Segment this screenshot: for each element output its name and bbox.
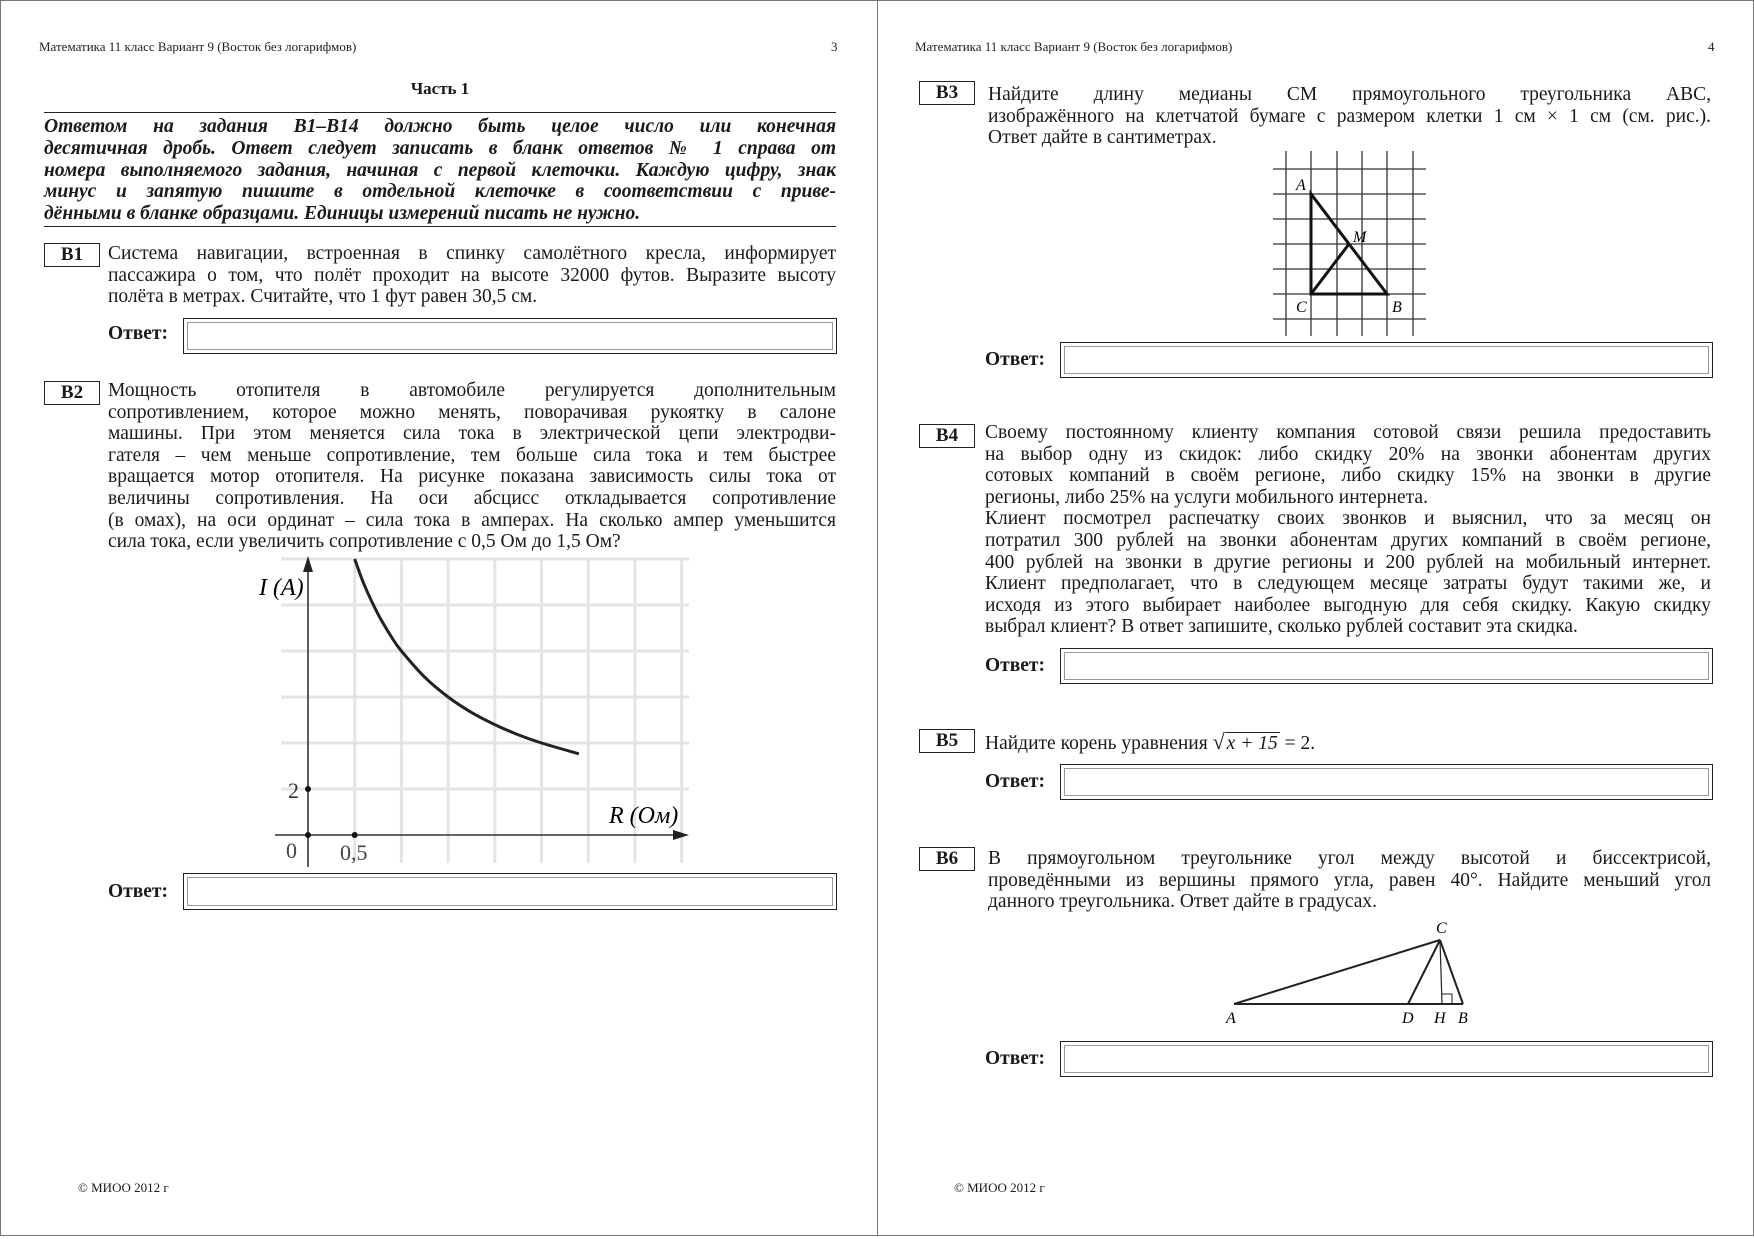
answer-label: Ответ: <box>108 323 169 344</box>
vertex-label-a: A <box>1296 177 1306 194</box>
answer-label: Ответ: <box>985 655 1046 676</box>
vertex-label-c: C <box>1296 299 1307 316</box>
text-line: Своему постоянному клиенту компания сотовой связи решила предоставить <box>985 422 1711 443</box>
x-tick-label-0-5: 0,5 <box>340 840 368 865</box>
text-line: Клиент предполагает, что в следующем месяце затраты будут такими же, и <box>985 573 1711 595</box>
text-line: величины сопротивления. На оси абсцисс откладывается сопротивление <box>108 487 836 509</box>
footer-copyright: © МИОО 2012 г <box>954 1180 1045 1195</box>
y-axis-label: I (A) <box>259 575 304 601</box>
page-number: 3 <box>831 39 838 54</box>
page-header: Математика 11 класс Вариант 9 (Восток без логарифмов) <box>39 39 357 54</box>
x-axis-label: R (Ом) <box>609 803 679 829</box>
footer-copyright: © МИОО 2012 г <box>78 1180 169 1195</box>
right-page <box>877 0 1754 1236</box>
text-line: выбрал клиент? В ответ запишите, сколько рублей составит эта скидка. <box>985 616 1578 638</box>
point-label-m: M <box>1353 229 1367 246</box>
current-resistance-chart <box>1 1 879 901</box>
text-line: (в омах), на оси ординат – сила тока в амперах. На сколько ампер уменьшится <box>108 509 836 531</box>
vertex-label-b: B <box>1392 299 1402 316</box>
text-line: сила тока, если увеличить сопротивление с 0,5 Ом до 1,5 Ом? <box>108 531 621 553</box>
point-label-h: H <box>1434 1010 1446 1027</box>
task-b4-text <box>985 422 1711 638</box>
x-tick-label-0: 0 <box>286 838 297 863</box>
text-line: потратил 300 рублей на звонки абонентам других компаний в своём регионе, <box>985 529 1711 551</box>
task-label-b5: B5 <box>919 729 975 753</box>
y-tick-label-2: 2 <box>288 778 299 803</box>
task-b6-text <box>988 848 1711 913</box>
task-label-b2: B2 <box>44 381 100 405</box>
task-b5-prompt: Найдите корень уравнения <box>985 733 1213 754</box>
triangle-grid-figure <box>1268 146 1438 346</box>
answer-label: Ответ: <box>985 349 1046 370</box>
text-line: вращается мотор отопителя. На рисунке показана зависимость силы тока от <box>108 466 836 488</box>
text-line: Система навигации, встроенная в спинку самолётного кресла, информирует <box>108 243 836 264</box>
task-b3-text <box>988 84 1711 149</box>
answer-field-b4[interactable] <box>1060 648 1713 684</box>
text-line: полёта в метрах. Считайте, что 1 фут равен 30,5 см. <box>108 286 538 308</box>
text-line: В прямоугольном треугольнике угол между высотой и биссектрисой, <box>988 848 1711 869</box>
text-line: данного треугольника. Ответ дайте в градусах. <box>988 891 1377 913</box>
x-tick-point <box>305 832 311 838</box>
text-line: Мощность отопителя в автомобиле регулируется дополнительным <box>108 380 836 401</box>
equation-rhs: = 2. <box>1279 733 1316 754</box>
point-label-d: D <box>1402 1010 1414 1027</box>
text-line: проведёнными из вершины прямого угла, равен 40°. Найдите меньший угол <box>988 869 1711 891</box>
sqrt-sign-icon: √ <box>1212 729 1225 754</box>
page-number: 4 <box>1708 39 1715 54</box>
text-line: Найдите длину медианы CM прямоугольного треугольника ABC, <box>988 84 1711 105</box>
right-triangle-figure <box>1218 916 1488 1031</box>
page-header: Математика 11 класс Вариант 9 (Восток без логарифмов) <box>915 39 1233 54</box>
text-line: сопротивлением, которое можно менять, поворачивая рукоятку в салоне <box>108 401 836 423</box>
text-line: изображённого на клетчатой бумаге с размером клетки 1 см × 1 см (см. рис.). <box>988 105 1711 127</box>
answer-field-b3[interactable] <box>1060 342 1713 378</box>
vertex-label-b: B <box>1458 1010 1468 1027</box>
text-line: Клиент посмотрел распечатку своих звонков и выяснил, что за месяц он <box>985 508 1711 530</box>
text-line: дёнными в бланке образцами. Единицы измерений писать не нужно. <box>44 203 641 225</box>
chart-series-line <box>355 559 579 754</box>
text-line: 400 рублей на звонки в другие регионы и 200 рублей на мобильный интернет. <box>985 551 1711 573</box>
task-label-b6: B6 <box>919 847 975 871</box>
text-line: сотовых компаний в своём регионе, либо скидку 15% на звонки в другие <box>985 465 1711 487</box>
text-line: машины. При этом меняется сила тока в электрической цепи электродви- <box>108 423 836 445</box>
vertex-label-a: A <box>1226 1010 1236 1027</box>
text-line: номера выполняемого задания, начиная с первой клеточки. Каждую цифру, знак <box>44 159 836 181</box>
answer-field-b2[interactable] <box>183 873 837 910</box>
text-line: исходя из этого выбирает наиболее выгодную для себя скидку. Какую скидку <box>985 594 1711 616</box>
text-line: Ответ дайте в сантиметрах. <box>988 127 1217 149</box>
task-b5-text <box>985 731 1315 755</box>
answer-label: Ответ: <box>985 1048 1046 1069</box>
task-label-b1: B1 <box>44 243 100 267</box>
text-line: гателя – чем меньше сопротивление, тем больше сила тока и тем быстрее <box>108 444 836 466</box>
text-line: на выбор одну из скидок: либо скидку 20% на звонки абонентам других <box>985 443 1711 465</box>
text-line: Ответом на задания B1–B14 должно быть целое число или конечная <box>44 116 836 137</box>
task-b4-paragraph-1 <box>985 422 1711 508</box>
left-page <box>0 0 878 1236</box>
vertex-label-c: C <box>1436 920 1447 937</box>
radicand: x + 15 <box>1226 733 1278 754</box>
text-line: десятичная дробь. Ответ следует записать в бланк ответов № 1 справа от <box>44 137 836 159</box>
task-label-b4: B4 <box>919 424 975 448</box>
x-tick-point <box>352 832 358 838</box>
answer-field-b6[interactable] <box>1060 1041 1713 1077</box>
text-line: минус и запятую пишите в отдельной клеточке в соответствии с приве- <box>44 181 836 203</box>
task-b4-paragraph-2 <box>985 508 1711 638</box>
answer-field-b5[interactable] <box>1060 764 1713 800</box>
task-label-b3: B3 <box>919 81 975 105</box>
answer-label: Ответ: <box>108 881 169 902</box>
y-tick-point <box>305 786 311 792</box>
answer-label: Ответ: <box>985 771 1046 792</box>
part-title: Часть 1 <box>410 79 470 98</box>
text-line: регионы, либо 25% на услуги мобильного интернета. <box>985 486 1428 508</box>
text-line: пассажира о том, что полёт проходит на высоте 32000 футов. Выразите высоту <box>108 264 836 286</box>
